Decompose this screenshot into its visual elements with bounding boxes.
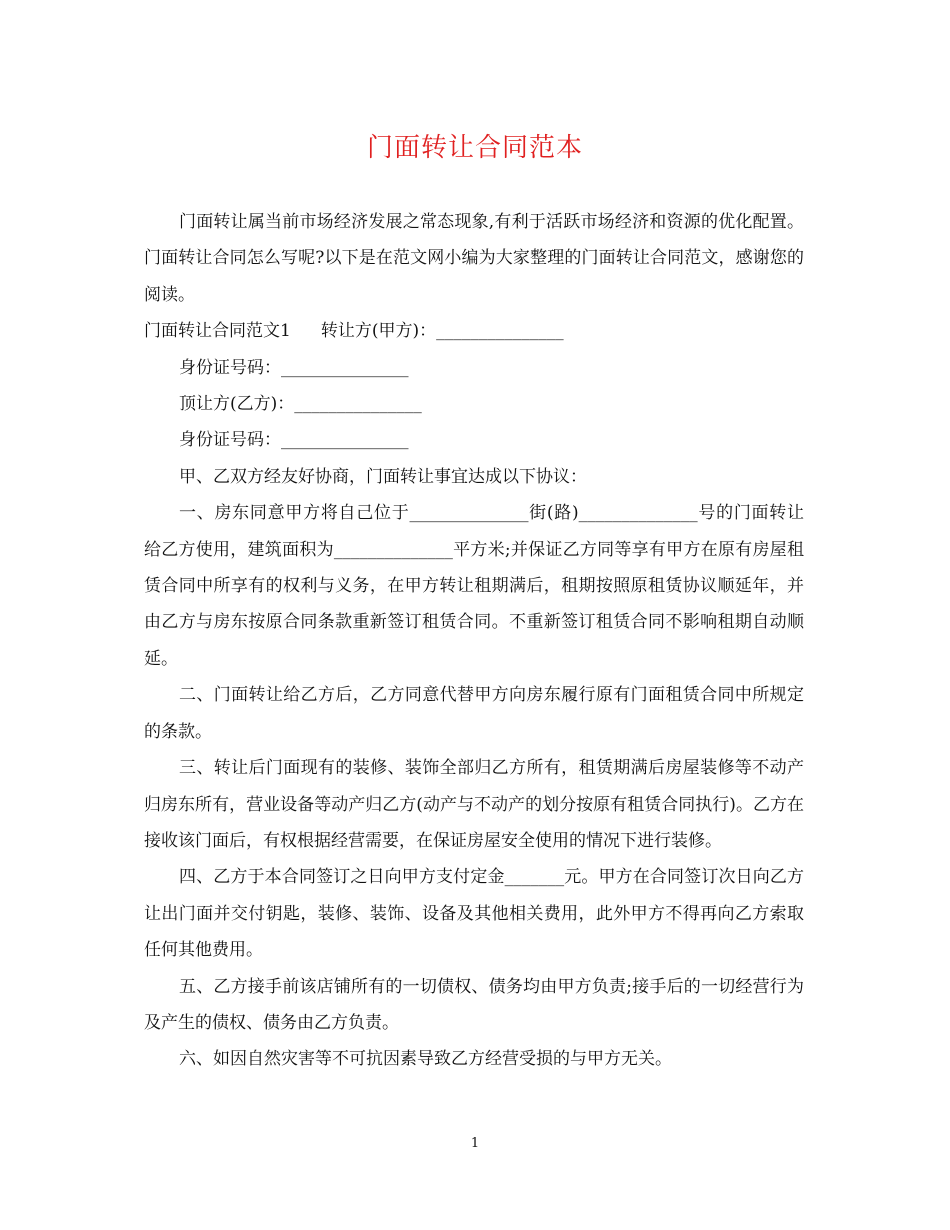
- clause-1: 一、房东同意甲方将自己位于______________街(路)______________号的门面转让给乙方使用，建筑面积为______________平方米;并保证乙方同等享有甲方在原有房屋租赁合同中所享有的权利与义务，在甲方转让租期满后，租期按照原租赁协议顺延年，并由乙方与房东按原合同条款重新签订租赁合同。不重新签订租赁合同不影响租期自动顺延。: [144, 503, 804, 669]
- sample-heading: 门面转让合同范文1: [144, 321, 291, 342]
- clause-4: 四、乙方于本合同签订之日向甲方支付定金_______元。甲方在合同签订次日向乙方让出门面并交付钥匙，装修、装饰、设备及其他相关费用，此外甲方不得再向乙方索取任何其他费用。: [144, 867, 804, 961]
- clause-6: 六、如因自然灾害等不可抗因素导致乙方经营受损的与甲方无关。: [179, 1049, 672, 1070]
- clause-3: 三、转让后门面现有的装修、装饰全部归乙方所有，租赁期满后房屋装修等不动产归房东所有，营业设备等动产归乙方(动产与不动产的划分按原有租赁合同执行)。乙方在接收该门面后，有权根据经营需要，在保证房屋安全使用的情况下进行装修。: [144, 758, 804, 851]
- agreement-intro: 甲、乙双方经友好协商，门面转让事宜达成以下协议：: [179, 466, 587, 487]
- document-body: [144, 204, 804, 1078]
- intro-paragraph: 门面转让属当前市场经济发展之常态现象,有利于活跃市场经济和资源的优化配置。门面转让合同怎么写呢?以下是在范文网小编为大家整理的门面转让合同范文，感谢您的阅读。: [144, 212, 804, 305]
- sample-heading-line: [144, 313, 804, 349]
- page-number: 1: [470, 1136, 480, 1151]
- clause-5: 五、乙方接手前该店铺所有的一切债权、债务均由甲方负责;接手后的一切经营行为及产生的债权、债务由乙方负责。: [144, 976, 804, 1033]
- document-title: 门面转让合同范本: [366, 133, 583, 163]
- id-a-line: 身份证号码：_______________: [179, 357, 409, 378]
- id-b-line: 身份证号码：_______________: [179, 430, 409, 451]
- clause-2: 二、门面转让给乙方后，乙方同意代替甲方向房东履行原有门面租赁合同中所规定的条款。: [144, 685, 804, 742]
- party-a-line: 转让方(甲方)：_______________: [320, 321, 564, 342]
- party-b-line: 顶让方(乙方)：_______________: [179, 394, 422, 415]
